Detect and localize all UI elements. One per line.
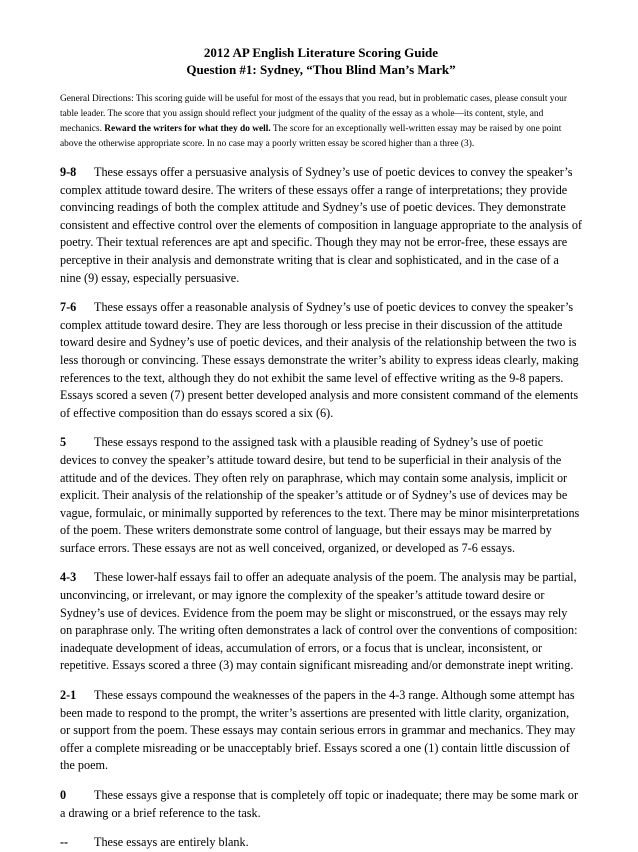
score-description: These essays give a response that is completely off topic or inadequate; there may be some mark or a drawing or a brief reference to the task. (60, 788, 579, 820)
document-title (60, 44, 582, 78)
score-description: These essays offer a persuasive analysis of Sydney’s use of poetic devices to convey the speaker’s complex attitude toward desire. The writers of these essays offer a range of interpretations; they provide convincing readings of both the complex attitude and Sydney’s use of poetic devices. They demonstrate consistent and effective control over the elements of composition in language appropriate to the analysis of poetry. Their textual references are apt and specific. Though they may not be error-free, these essays are perceptive in their analysis and demonstrate writing that is clear and sophisticated, and in the case of a nine (9) essay, especially persuasive. (60, 165, 582, 285)
score-band-5 (60, 434, 582, 557)
general-directions (60, 92, 582, 152)
score-label: 5 (60, 435, 67, 450)
score-band-7-6 (60, 299, 582, 422)
directions-text: General Directions: This scoring guide will be useful for most of the essays that you read, but in problematic cases, please consult your table leader. The score that you assign should reflect your judgment of the quality of the essay as a whole—its content, style, and mechanics. (60, 94, 567, 134)
score-label: 9-8 (60, 165, 77, 179)
score-label: 7-6 (60, 300, 77, 315)
score-band-2-1 (60, 687, 582, 775)
score-label: 0 (60, 788, 67, 802)
score-description: These essays offer a reasonable analysis of Sydney’s use of poetic devices to convey the speaker’s complex attitude toward desire. They are less thorough or less precise in their discussion of the attitude toward desire and Sydney’s use of poetic devices, and their analysis of the relationship between the two is less thorough or convincing. These essays demonstrate the writer’s ability to express ideas clearly, making references to the text, although they do not exhibit the same level of effective writing as the 9-8 papers. Essays scored a seven (7) present better developed analysis and more consistent command of the elements of effective composition than do essays scored a six (6). (60, 300, 579, 420)
score-label: -- (60, 835, 69, 850)
title-line-2: Question #1: Sydney, “Thou Blind Man’s Mark” (186, 62, 456, 77)
score-band-4-3 (60, 569, 582, 675)
directions-text-after: The score for an exceptionally well-written essay may be raised by one point above the otherwise appropriate score. In no case may a poorly written essay be scored higher than a three (3). (60, 124, 562, 149)
score-band-blank (60, 834, 582, 852)
score-label: 2-1 (60, 688, 77, 703)
score-description: These essays respond to the assigned task with a plausible reading of Sydney’s use of poetic devices to convey the speaker’s attitude toward desire, but tend to be superficial in their analysis of the attitude and of the devices. They often rely on paraphrase, which may contain some analysis, implicit or explicit. Their analysis of the relationship of the speaker’s attitude or of Sydney’s use of devices may be vague, formulaic, or minimally supported by references to the text. There may be minor misinterpretations of the poem. These writers demonstrate some control of language, but their essays may be marred by surface errors. These essays are not as well conceived, organized, or developed as 7-6 essays. (60, 435, 580, 555)
score-label: 4-3 (60, 570, 77, 585)
score-band-0 (60, 787, 582, 822)
directions-emphasis: Reward the writers for what they do well. (104, 124, 271, 134)
score-description: These lower-half essays fail to offer an adequate analysis of the poem. The analysis may be partial, unconvincing, or irrelevant, or may ignore the complexity of the speaker’s attitude toward desire or Sydney’s use of devices. Evidence from the poem may be slight or misconstrued, or the essays may rely on paraphrase only. The writing often demonstrates a lack of control over the conventions of composition: inadequate development of ideas, accumulation of errors, or a focus that is unclear, inconsistent, or repetitive. Essays scored a three (3) may contain significant misreading and/or demonstrate inept writing. (60, 570, 578, 673)
score-band-9-8 (60, 164, 582, 287)
title-line-1: 2012 AP English Literature Scoring Guide (203, 45, 439, 60)
score-description: These essays compound the weaknesses of the papers in the 4-3 range. Although some attempt has been made to respond to the prompt, the writer’s assertions are presented with little clarity, organization, or support from the poem. These essays may contain serious errors in grammar and mechanics. They may offer a complete misreading or be unacceptably brief. Essays scored a one (1) contain little discussion of the poem. (60, 688, 576, 773)
score-description: These essays are entirely blank. (94, 835, 249, 850)
